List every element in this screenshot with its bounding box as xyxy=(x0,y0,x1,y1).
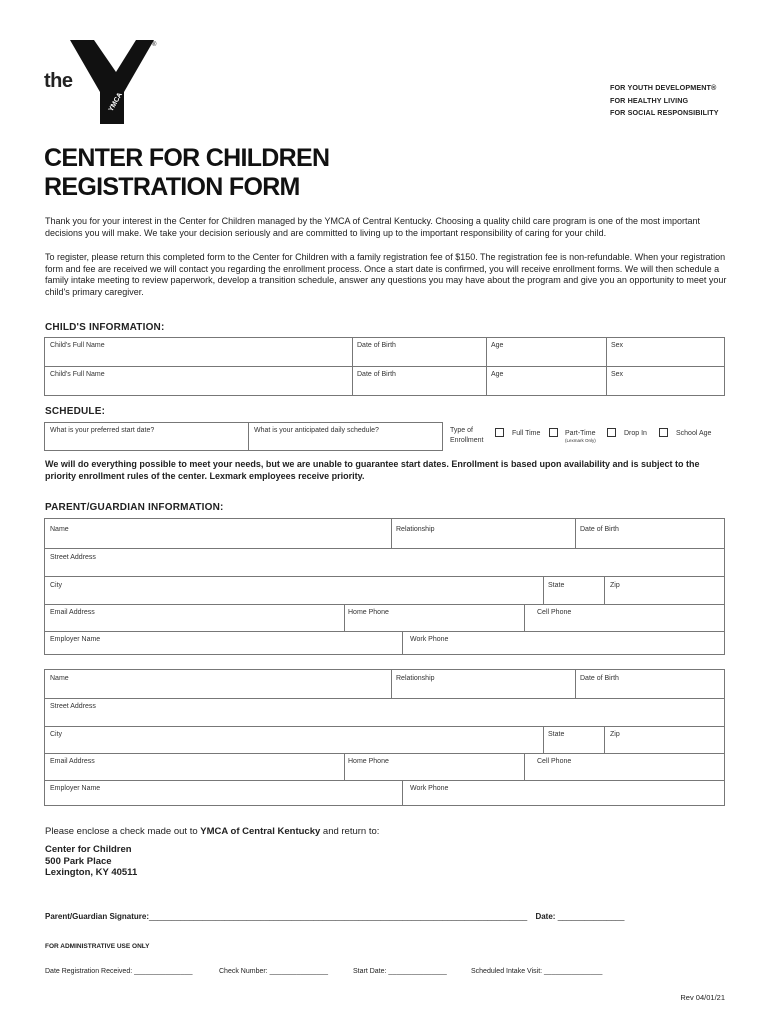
drop-in-checkbox[interactable] xyxy=(607,428,616,437)
enrollment-note: We will do everything possible to meet your needs, but we are unable to guarantee start dates. Enrollment is based upon availability and is subject to the priority enrollment rules of the center. Lexmark employees receive priority. xyxy=(45,459,700,481)
parent1-city-field[interactable]: City xyxy=(50,582,63,589)
parent2-street-field[interactable]: Street Address xyxy=(50,703,96,710)
start-date-field[interactable]: What is your preferred start date? xyxy=(50,427,155,434)
child2-dob-field[interactable]: Date of Birth xyxy=(357,371,396,378)
admin-check-number[interactable]: Check Number: _______________ xyxy=(219,968,328,975)
title-line-1: CENTER FOR CHILDREN xyxy=(44,144,330,172)
ymca-y-icon xyxy=(66,38,158,126)
parent2-zip-field[interactable]: Zip xyxy=(610,731,620,738)
child2-age-field[interactable]: Age xyxy=(491,371,504,378)
drop-in-label: Drop In xyxy=(624,430,647,437)
parent1-home-phone-field[interactable]: Home Phone xyxy=(348,609,389,616)
enrollment-type-label-1: Type of xyxy=(450,427,473,434)
enclose-payee: YMCA of Central Kentucky xyxy=(200,826,321,837)
child1-sex-field[interactable]: Sex xyxy=(611,342,624,349)
admin-start-date[interactable]: Start Date: _______________ xyxy=(353,968,447,975)
child2-sex-field[interactable]: Sex xyxy=(611,371,624,378)
parent1-street-field[interactable]: Street Address xyxy=(50,554,96,561)
enrollment-type-label-2: Enrollment xyxy=(450,437,484,444)
logo-registered-mark: ® xyxy=(152,42,157,48)
return-address xyxy=(45,844,137,879)
parent2-employer-field[interactable]: Employer Name xyxy=(50,785,101,792)
parent2-email-field[interactable]: Email Address xyxy=(50,758,95,765)
parent1-name-field[interactable]: Name xyxy=(50,526,69,533)
child1-name-field[interactable]: Child's Full Name xyxy=(50,342,105,349)
tagline-line: FOR SOCIAL RESPONSIBILITY xyxy=(610,108,719,117)
schedule-heading: SCHEDULE: xyxy=(45,406,106,417)
tagline-line: FOR YOUTH DEVELOPMENT® xyxy=(610,83,717,92)
tagline-line: FOR HEALTHY LIVING xyxy=(610,95,689,105)
parent1-work-phone-field[interactable]: Work Phone xyxy=(410,636,449,643)
parent1-table xyxy=(44,518,725,655)
logo-ymca-text: YMCA xyxy=(107,91,125,113)
part-time-note: (Lexmark Only) xyxy=(565,438,596,443)
signature-date-line[interactable]: _______________ xyxy=(557,912,625,921)
school-age-label: School Age xyxy=(676,430,712,437)
title-line-2: REGISTRATION FORM xyxy=(44,173,300,201)
parent1-email-field[interactable]: Email Address xyxy=(50,609,95,616)
ymca-logo xyxy=(44,38,157,128)
parent2-home-phone-field[interactable]: Home Phone xyxy=(348,758,389,765)
tagline xyxy=(610,82,719,120)
intro-paragraph-2: To register, please return this completed form to the Center for Children with a family registration fee of $150. The registration fee is non-refundable. When your registration form and fee are received we will contact you regarding the enrollment process. Once a start date is confirmed, you will receive enrollment forms. We will then schedule a family intake meeting to review paperwork, develop a transition schedule, answer any questions you may have about the program and give you an opportunity to meet your child's primary caregiver. xyxy=(45,252,727,297)
parent1-state-field[interactable]: State xyxy=(548,582,565,589)
parent2-state-field[interactable]: State xyxy=(548,731,565,738)
child1-age-field[interactable]: Age xyxy=(491,342,504,349)
parent1-relationship-field[interactable]: Relationship xyxy=(396,526,435,533)
child2-name-field[interactable]: Child's Full Name xyxy=(50,371,105,378)
address-line: 500 Park Place xyxy=(45,855,112,867)
child1-dob-field[interactable]: Date of Birth xyxy=(357,342,396,349)
enclose-suffix: and return to: xyxy=(320,826,380,837)
signature-row xyxy=(45,912,624,921)
signature-line[interactable]: _____________________________________________________________________________________ xyxy=(149,912,528,921)
admin-title: FOR ADMINISTRATIVE USE ONLY xyxy=(45,943,150,950)
revision-date: Rev 04/01/21 xyxy=(680,993,725,1002)
parent1-employer-field[interactable]: Employer Name xyxy=(50,636,101,643)
part-time-label: Part-Time xyxy=(565,430,596,437)
child-info-heading: CHILD'S INFORMATION: xyxy=(45,322,165,333)
parent1-zip-field[interactable]: Zip xyxy=(610,582,620,589)
parent2-relationship-field[interactable]: Relationship xyxy=(396,675,435,682)
signature-date-label: Date: xyxy=(535,912,556,921)
admin-date-received[interactable]: Date Registration Received: _______________ xyxy=(45,968,193,975)
full-time-checkbox[interactable] xyxy=(495,428,504,437)
parent2-city-field[interactable]: City xyxy=(50,731,63,738)
parent1-dob-field[interactable]: Date of Birth xyxy=(580,526,619,533)
parent1-cell-phone-field[interactable]: Cell Phone xyxy=(537,609,572,616)
school-age-checkbox[interactable] xyxy=(659,428,668,437)
signature-label: Parent/Guardian Signature: xyxy=(45,912,150,921)
address-line: Lexington, KY 40511 xyxy=(45,867,138,879)
enclose-instructions xyxy=(45,826,379,837)
admin-intake-visit[interactable]: Scheduled Intake Visit: _______________ xyxy=(471,968,603,975)
enclose-prefix: Please enclose a check made out to xyxy=(45,826,201,837)
part-time-checkbox[interactable] xyxy=(549,428,558,437)
parent2-cell-phone-field[interactable]: Cell Phone xyxy=(537,758,572,765)
parent2-name-field[interactable]: Name xyxy=(50,675,69,682)
intro-paragraph-1: Thank you for your interest in the Center for Children managed by the YMCA of Central Kentucky. Choosing a quality child care program is one of the most important decisions you will make. We take your decision seriously and are committed to living up to the important responsibility of caring for your child. xyxy=(45,216,701,238)
parent2-work-phone-field[interactable]: Work Phone xyxy=(410,785,449,792)
parent-info-heading: PARENT/GUARDIAN INFORMATION: xyxy=(45,502,224,513)
parent2-dob-field[interactable]: Date of Birth xyxy=(580,675,619,682)
address-line: Center for Children xyxy=(45,844,132,855)
logo-the-text: the xyxy=(44,70,73,92)
form-title xyxy=(44,144,329,202)
parent2-table xyxy=(44,669,725,806)
full-time-label: Full Time xyxy=(512,430,541,437)
daily-schedule-field[interactable]: What is your anticipated daily schedule? xyxy=(254,427,379,434)
